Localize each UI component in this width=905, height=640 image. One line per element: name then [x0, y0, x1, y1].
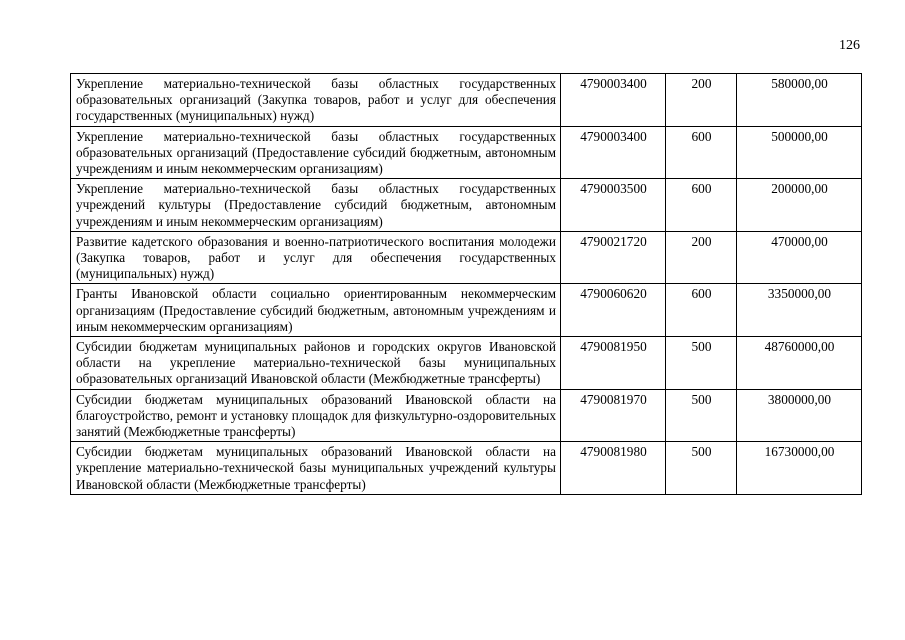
row-description: Укрепление материально-технической базы областных государственных учреждений культуры (Предоставление субсидий бюджетным, автономным учреждениям и иным некоммерческим организациям): [71, 179, 561, 232]
row-description: Укрепление материально-технической базы областных государственных образовательных организаций (Предоставление субсидий бюджетным, автономным учреждениям и иным некоммерческим организациям): [71, 126, 561, 179]
table-row: [71, 126, 862, 179]
row-description: Развитие кадетского образования и военно-патриотического воспитания молодежи (Закупка товаров, работ и услуг для обеспечения государственных (муниципальных) нужд): [71, 231, 561, 284]
table-row: [71, 231, 862, 284]
table-row: [71, 74, 862, 127]
row-expense-type: 600: [666, 179, 737, 232]
row-expense-type: 500: [666, 337, 737, 390]
table-row: [71, 389, 862, 442]
row-target-code: 4790003400: [561, 74, 666, 127]
row-description: Субсидии бюджетам муниципальных образований Ивановской области на благоустройство, ремонт и установку площадок для физкультурно-оздоровительных занятий (Межбюджетные трансферты): [71, 389, 561, 442]
row-target-code: 4790081950: [561, 337, 666, 390]
row-target-code: 4790081980: [561, 442, 666, 495]
row-description: Укрепление материально-технической базы областных государственных образовательных организаций (Закупка товаров, работ и услуг для обеспечения государственных (муниципальных) нужд): [71, 74, 561, 127]
row-description: Гранты Ивановской области социально ориентированным некоммерческим организациям (Предоставление субсидий бюджетным, автономным учреждениям и иным некоммерческим организациям): [71, 284, 561, 337]
row-target-code: 4790021720: [561, 231, 666, 284]
table-row: [71, 284, 862, 337]
row-description: Субсидии бюджетам муниципальных районов и городских округов Ивановской области на укрепление материально-технической базы муниципальных образовательных организаций Ивановской области (Межбюджетные трансферты): [71, 337, 561, 390]
row-expense-type: 600: [666, 126, 737, 179]
row-target-code: 4790060620: [561, 284, 666, 337]
row-amount: 3800000,00: [737, 389, 862, 442]
row-expense-type: 200: [666, 74, 737, 127]
row-expense-type: 200: [666, 231, 737, 284]
table-row: [71, 442, 862, 495]
row-target-code: 4790003400: [561, 126, 666, 179]
row-amount: 3350000,00: [737, 284, 862, 337]
row-expense-type: 500: [666, 389, 737, 442]
row-amount: 500000,00: [737, 126, 862, 179]
row-target-code: 4790003500: [561, 179, 666, 232]
budget-table: [70, 73, 862, 495]
row-amount: 580000,00: [737, 74, 862, 127]
page-number: 126: [839, 38, 860, 53]
row-amount: 470000,00: [737, 231, 862, 284]
table-row: [71, 337, 862, 390]
row-description: Субсидии бюджетам муниципальных образований Ивановской области на укрепление материально-технической базы муниципальных учреждений культуры Ивановской области (Межбюджетные трансферты): [71, 442, 561, 495]
table-row: [71, 179, 862, 232]
row-amount: 48760000,00: [737, 337, 862, 390]
row-amount: 16730000,00: [737, 442, 862, 495]
row-expense-type: 500: [666, 442, 737, 495]
row-amount: 200000,00: [737, 179, 862, 232]
row-target-code: 4790081970: [561, 389, 666, 442]
row-expense-type: 600: [666, 284, 737, 337]
